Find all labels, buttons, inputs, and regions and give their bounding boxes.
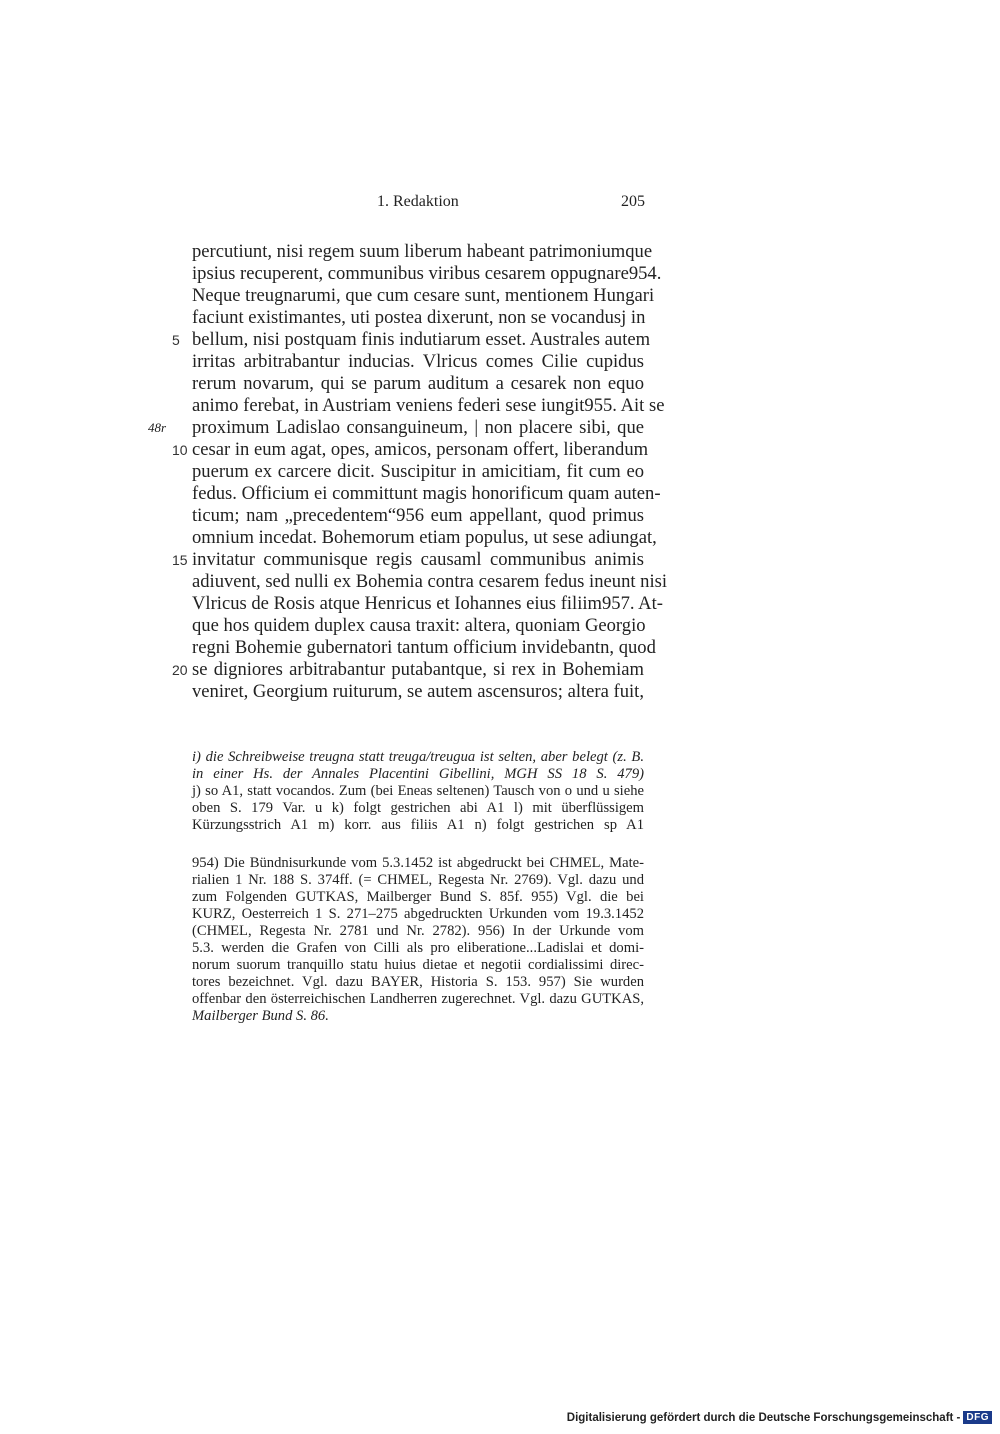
footnote-line: zum Folgenden GUTKAS, Mailberger Bund S. 85f. 955) Vgl. die bei [192,889,644,905]
text-line: invitatur communisque regis causaml communibus animis [192,549,644,570]
line-number: 5 [172,332,180,348]
funding-footer [567,1411,992,1424]
line-number: 10 [172,442,188,458]
footnote-line: Kürzungsstrich A1 m) korr. aus filiis A1 n) folgt gestrichen sp A1 [192,817,644,833]
text-line: ticum; nam „precedentem“956 eum appellant, quod primus [192,505,644,526]
section-title: 1. Redaktion [377,193,459,210]
text-line: Neque treugnarumi, que cum cesare sunt, mentionem Hungari [192,285,655,306]
text-line: que hos quidem duplex causa traxit: altera, quoniam Georgio [192,615,646,636]
text-line: fedus. Officium ei committunt magis honorificum quam auten- [192,483,661,504]
text-line: adiuvent, sed nulli ex Bohemia contra cesarem fedus ineunt nisi [192,571,668,592]
text-line: puerum ex carcere dicit. Suscipitur in amicitiam, fit cum eo [192,461,644,482]
text-line: Vlricus de Rosis atque Henricus et Iohannes eius filiim957. At- [192,593,663,614]
text-line: faciunt existimantes, uti postea dixerunt, non se vocandusj in [192,307,646,328]
text-line: omnium incedat. Bohemorum etiam populus, ut sese adiungat, [192,527,657,548]
footnote-line: 954) Die Bündnisurkunde vom 5.3.1452 ist abgedruckt bei CHMEL, Mate- [192,855,644,871]
folio-margin-note: 48r [148,420,167,435]
footnote-line: norum suorum tranquillo statu huius dietae et negotii cordialissimi direc- [192,957,644,973]
footnote-line: (CHMEL, Regesta Nr. 2781 und Nr. 2782). 956) In der Urkunde vom [192,923,644,939]
line-number: 15 [172,552,188,568]
text-line: veniret, Georgium ruiturum, se autem ascensuros; altera fuit, [192,681,644,702]
text-line: proximum Ladislao consanguineum, | non placere sibi, que [192,417,644,438]
text-line: se digniores arbitrabantur putabantque, si rex in Bohemiam [192,659,644,680]
text-line: bellum, nisi postquam finis indutiarum esset. Australes autem [192,329,651,350]
text-line: regni Bohemie gubernatori tantum officium invidebantn, quod [192,637,656,658]
funding-text: Digitalisierung gefördert durch die Deutsche Forschungsgemeinschaft - [566,1411,961,1424]
page-number: 205 [621,193,645,210]
footnote-line: j) so A1, statt vocandos. Zum (bei Eneas seltenen) Tausch von o und u siehe [192,783,644,799]
text-line: rerum novarum, qui se parum auditum a cesarek non equo [192,373,644,394]
footnote-line: oben S. 179 Var. u k) folgt gestrichen abi A1 l) mit überflüssigem [192,800,644,816]
footnote-line: Mailberger Bund S. 86. [192,1008,329,1024]
running-header [192,193,645,215]
footnote-line: in einer Hs. der Annales Placentini Gibellini, MGH SS 18 S. 479) [192,766,644,782]
footnote-line: offenbar den österreichischen Landherren zugerechnet. Vgl. dazu GUTKAS, [192,991,644,1007]
text-line: animo ferebat, in Austriam veniens federi sese iungit955. Ait se [192,395,665,416]
line-number: 20 [172,662,188,678]
footnote-line: KURZ, Oesterreich 1 S. 271–275 abgedruckten Urkunden vom 19.3.1452 [192,906,644,922]
footnote-line: rialien 1 Nr. 188 S. 374ff. (= CHMEL, Regesta Nr. 2769). Vgl. dazu und [192,872,644,888]
text-line: ipsius recuperent, communibus viribus cesarem oppugnare954. [192,263,662,284]
text-line: percutiunt, nisi regem suum liberum habeant patrimoniumque [192,241,653,262]
footnote-line: 5.3. werden die Grafen von Cilli als pro eliberatione...Ladislai et domi- [192,940,644,956]
footnote-line: i) die Schreibweise treugna statt treuga/treugua ist selten, aber belegt (z. B. [192,749,644,765]
footnote-line: tores bezeichnet. Vgl. dazu BAYER, Historia S. 153. 957) Sie wurden [192,974,644,990]
dfg-logo: DFG [963,1411,992,1424]
text-line: cesar in eum agat, opes, amicos, personam offert, liberandum [192,439,649,460]
text-line: irritas arbitrabantur inducias. Vlricus comes Cilie cupidus [192,351,644,372]
